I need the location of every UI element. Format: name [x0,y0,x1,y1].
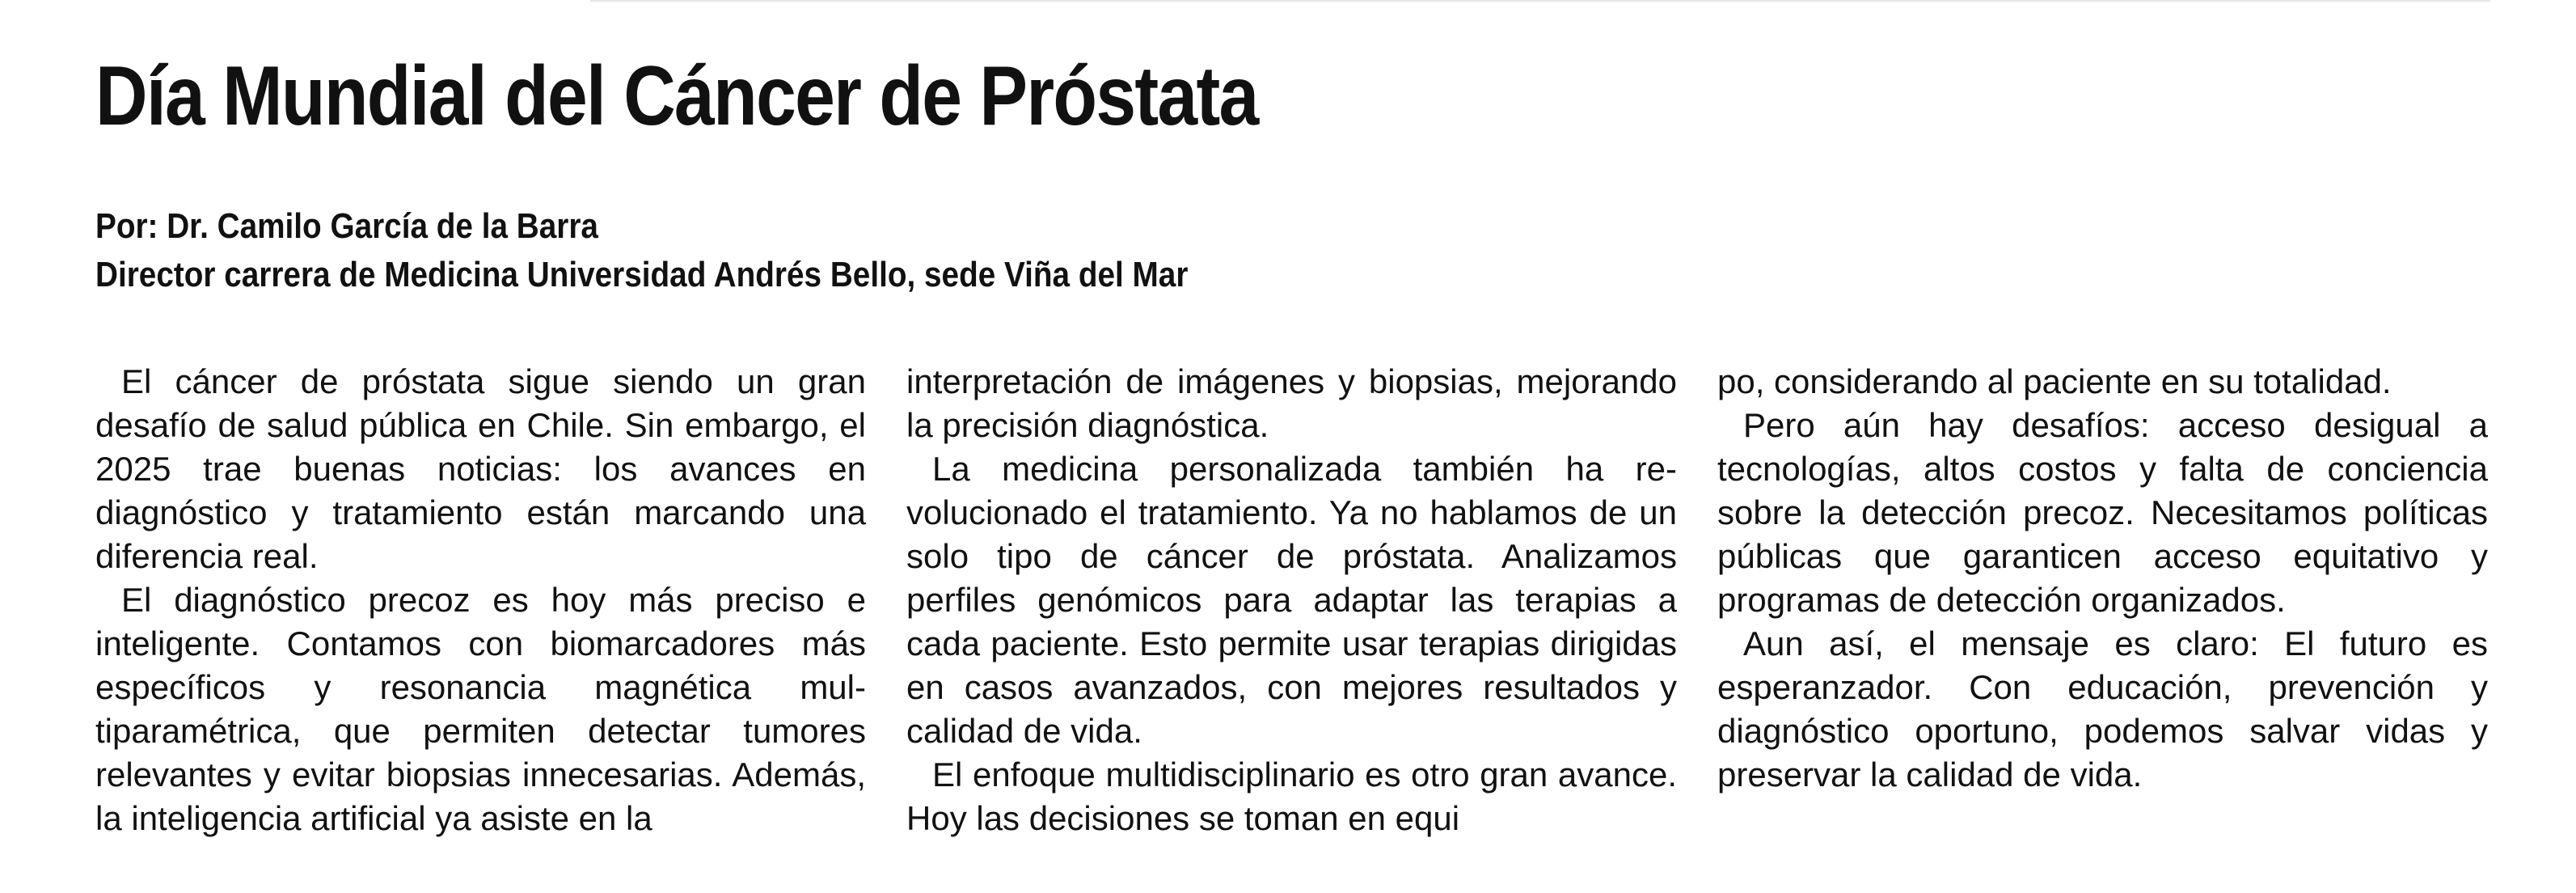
text-column-3 [1717,360,2488,861]
paragraph: El cáncer de próstata sigue siendo un gran desafío de salud pública en Chile. Sin embargo, el 2025 trae buenas noticias: los avances en diagnóstico y tratamiento están marcando una diferencia real. [95,362,866,575]
paragraph: El enfoque multidisciplinario es otro gran avance. Hoy las decisiones se toman en equi [906,755,1677,837]
top-divider [590,0,2490,2]
article-body [95,360,2489,861]
text-column-1 [95,360,866,861]
paragraph: Pero aún hay desafíos: acceso desigual a tecnologías, altos costos y falta de conciencia sobre la detección precoz. Necesitamos políticas públicas que garanticen acceso equitativo y programas de detección organizados. [1717,406,2488,619]
author-line: Por: Dr. Camilo García de la Barra [95,206,598,246]
paragraph: La medicina personalizada también ha revolucionado el tratamiento. Ya no hablamos de un solo tipo de cáncer de próstata. Analizamos perfiles genómicos para adaptar las terapias a cada paciente. Esto permite usar terapias dirigidas en casos avanzados, con mejores resultados y calidad de vida. [906,450,1677,750]
paragraph: Aun así, el mensaje es claro: El futuro es esperanzador. Con educación, prevención y diagnóstico oportuno, podemos salvar vidas y preservar la calidad de vida. [1717,624,2488,794]
article-title: Día Mundial del Cáncer de Próstata [95,49,1258,143]
byline [95,202,1188,299]
paragraph: po, considerando al paciente en su totalidad. [1717,362,2392,400]
text-column-2 [906,360,1677,861]
paragraph: interpretación de imágenes y biopsias, mejorando la precisión diagnóstica. [906,362,1677,444]
author-role-line: Director carrera de Medicina Universidad Andrés Bello, sede Viña del Mar [95,255,1189,294]
paragraph: El diagnóstico precoz es hoy más preciso e inteligente. Contamos con biomarcadores más específicos y resonancia magnética multiparamétrica, que permiten detectar tumores relevantes y evitar biopsias innecesarias. Además, la inteligencia artificial ya asiste en la [95,581,866,837]
